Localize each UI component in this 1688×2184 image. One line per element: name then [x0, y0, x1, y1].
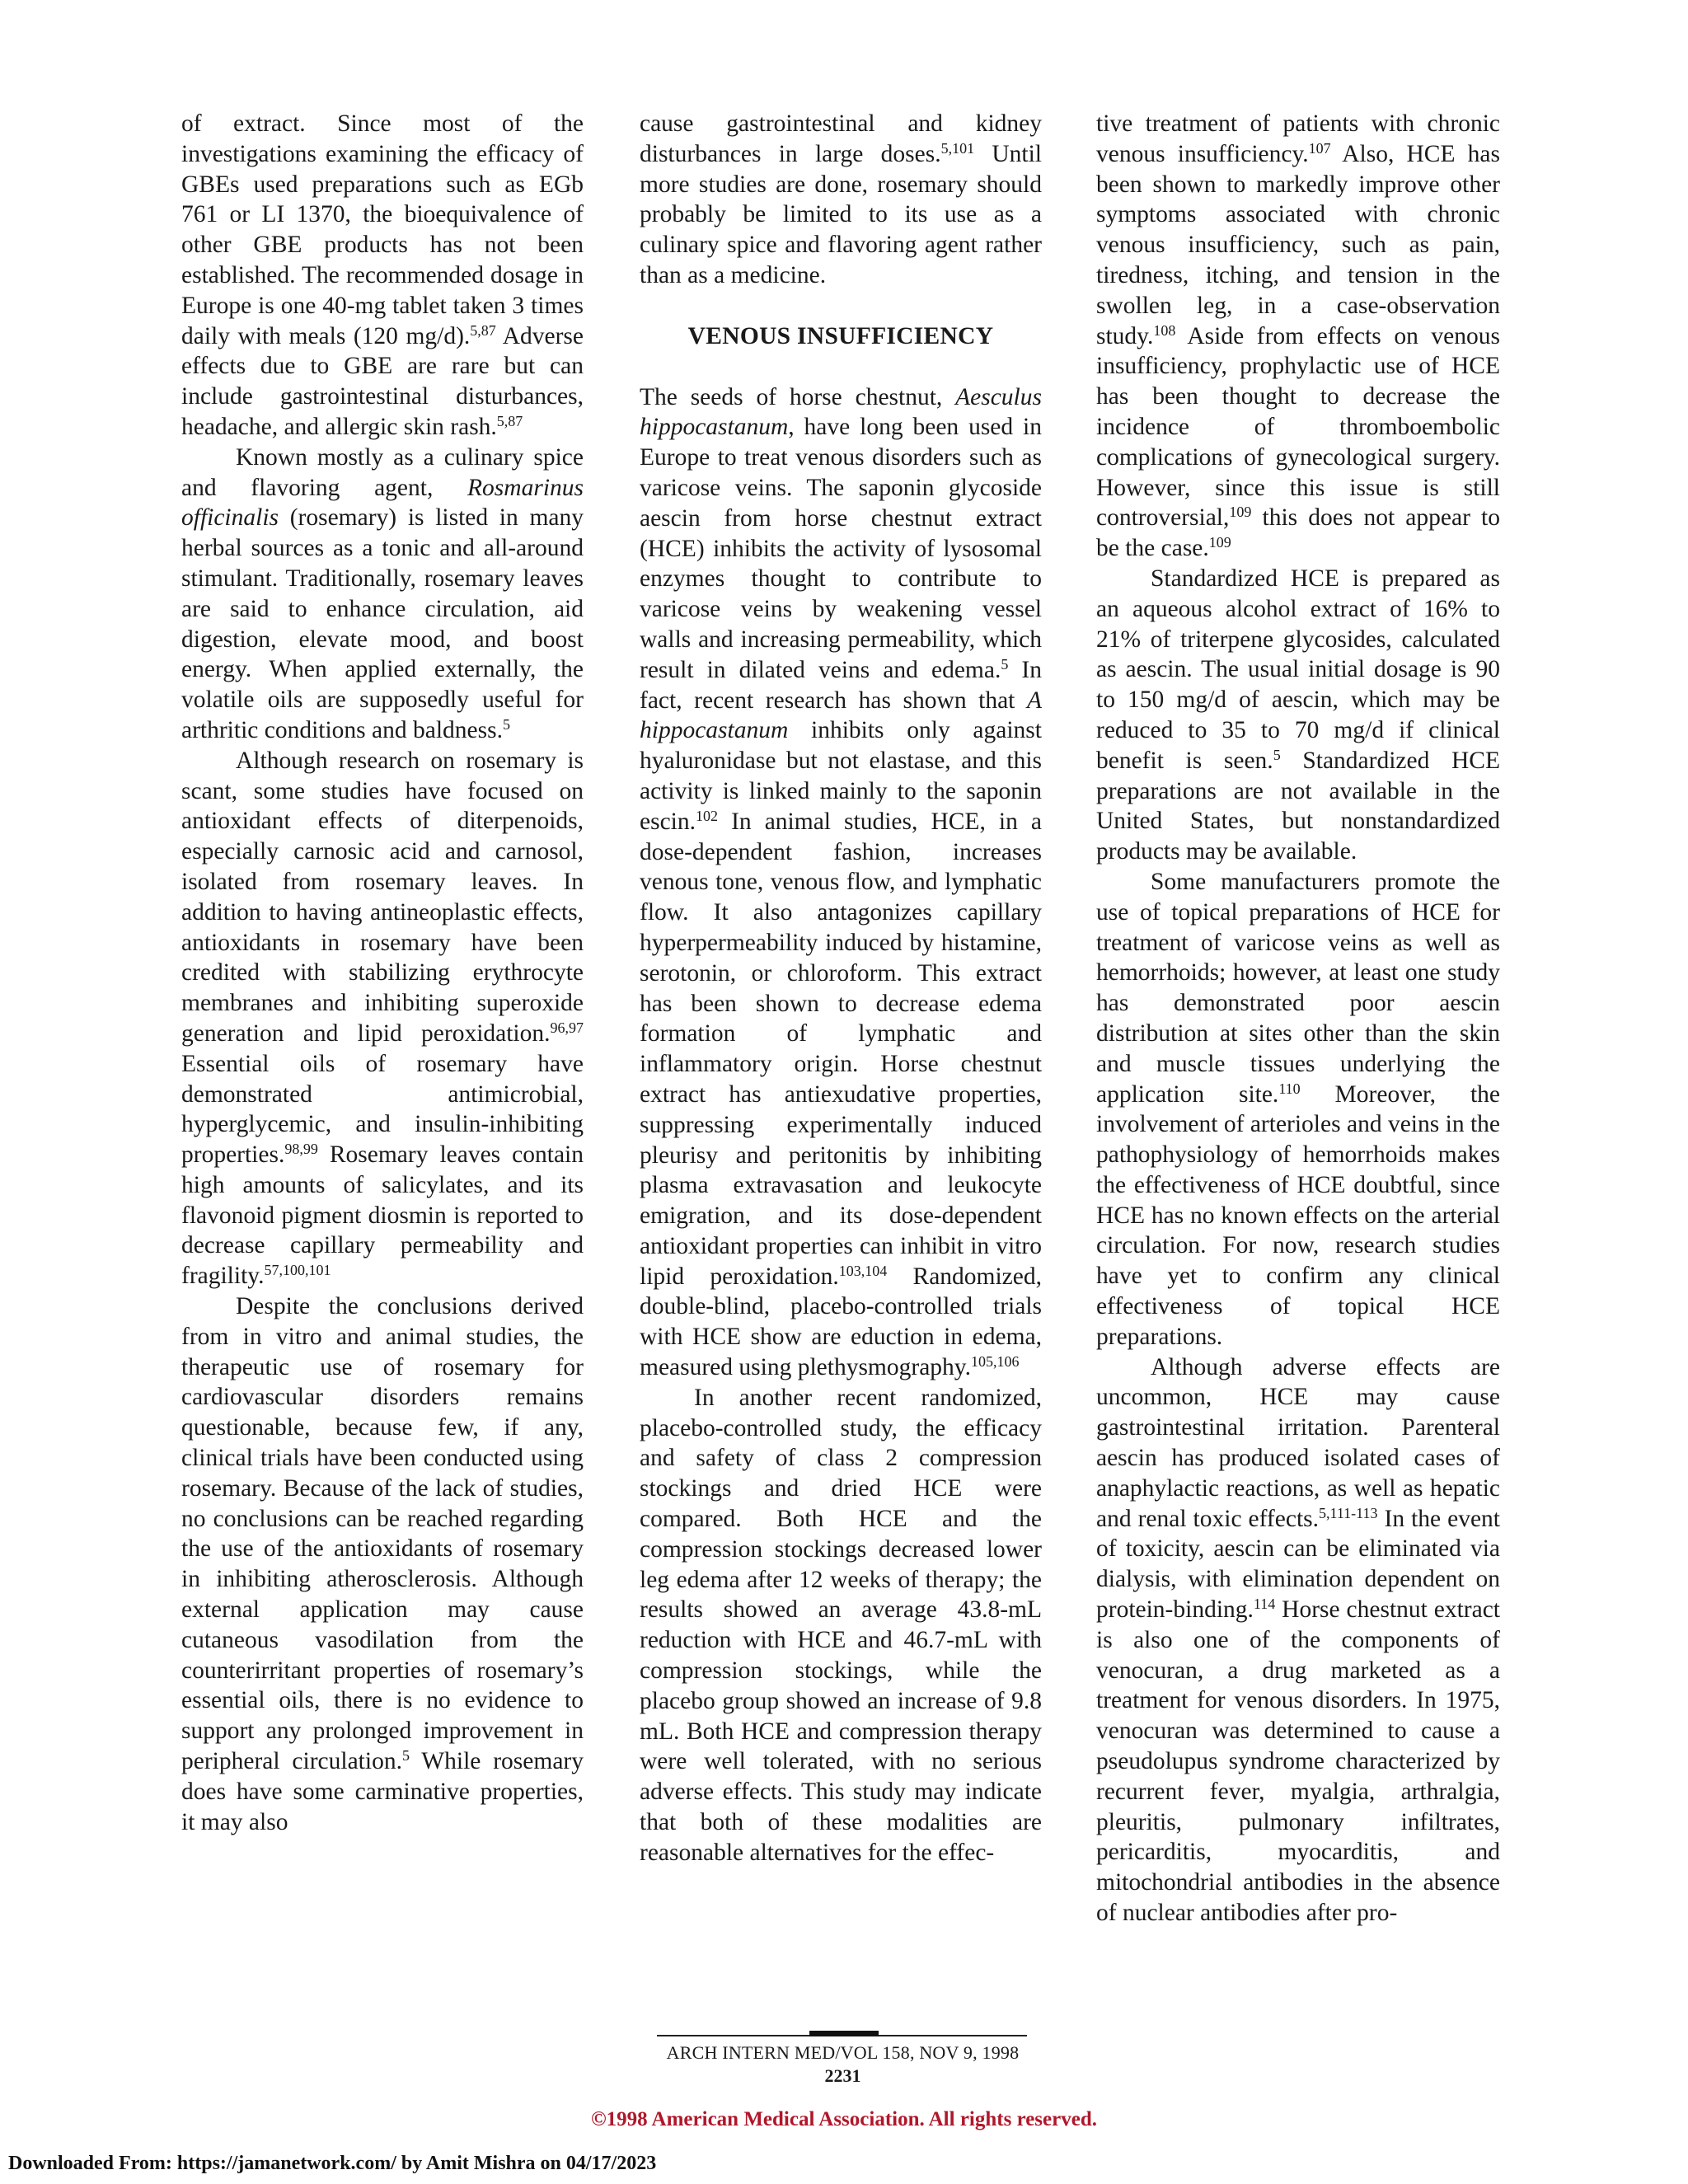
citation: 102: [696, 807, 718, 824]
section-heading: VENOUS INSUFFICIENCY: [687, 322, 994, 349]
paragraph: Although adverse effects are uncommon, HCE may cause gastrointestinal irritation. Parenteral aescin has produced isolated cases of anaphylactic reactions, as well as hepatic and renal toxic effects.$^{5,111-113}$ In the event of toxicity, aescin can be eliminated via dialysis, with elimination dependent on protein-binding.$^{114}$ Horse chestnut extract is also one of the components of venocuran, a drug marketed as a treatment for venous disorders. In 1975, venocuran was determined to cause a pseudolupus syndrome characterized by recurrent fever, myalgia, arthralgia, pleuritis, pulmonary infiltrates, pericarditis, myocarditis, and mitochondrial antibodies in the absence of nuclear antibodies after pro-: [1096, 1353, 1501, 1927]
citation: 5: [1273, 746, 1281, 763]
paragraph: cause gastrointestinal and kidney disturbances in large doses.$^{5,101}$ Until more studies are done, rosemary should probably be limited to its use as a culinary spice and flavoring agent rather than as a medicine.: [640, 110, 1042, 288]
citation: 5,87: [496, 412, 523, 429]
citation: 98,99: [284, 1141, 318, 1158]
citation: 5: [502, 715, 510, 733]
paragraph: Known mostly as a culinary spice and flavoring agent, Rosmarinus officinalis (rosemary) is listed in many herbal sources as a tonic and all-around stimulant. Traditionally, rosemary leaves are said to enhance circulation, aid digestion, elevate mood, and boost energy. When applied externally, the volatile oils are supposedly useful for arthritic conditions and baldness.$^5$: [181, 443, 584, 743]
species-name: Rosmarinus officinalis: [181, 474, 584, 532]
paragraph: of extract. Since most of the investigations examining the efficacy of GBEs used preparations such as EGb 761 or LI 1370, the bioequivalence of other GBE products has not been established. The recommended dosage in Europe is one 40-mg tablet taken 3 times daily with meals (120 mg/d).$^{5,87}$ Adverse effects due to GBE are rare but can include gastrointestinal disturbances, headache, and allergic skin rash.$^{5,87}$: [181, 110, 584, 440]
citation: 109: [1208, 534, 1231, 551]
species-name: A hippocastanum: [640, 687, 1042, 744]
citation: 5,111-113: [1319, 1504, 1378, 1521]
citation: 5: [1001, 655, 1009, 673]
journal-citation: ARCH INTERN MED/VOL 158, NOV 9, 1998: [666, 2042, 1020, 2063]
citation: 5,101: [940, 139, 975, 157]
text-column-3: [1096, 109, 1500, 1929]
citation: 5: [401, 1747, 410, 1765]
footer-mark: [809, 2031, 879, 2036]
citation: 105,106: [971, 1353, 1020, 1371]
paragraph: In another recent randomized, placebo-controlled study, the efficacy and safety of class 2 compression stockings and dried HCE were compared. Both HCE and the compression stockings decreased lower leg edema after 12 weeks of therapy; the results showed an average 43.8-mL reduction with HCE and 46.7-mL with compression stockings, while the placebo group showed an increase of 9.8 mL. Both HCE and compression therapy were well tolerated, with no serious adverse effects. This study may indicate that both of these modalities are reasonable alternatives for the effec-: [640, 1384, 1042, 1866]
text-column-2: [640, 109, 1042, 1868]
paragraph: Although research on rosemary is scant, some studies have focused on antioxidant effects of diterpenoids, especially carnosic acid and carnosol, isolated from rosemary leaves. In addition to having antineoplastic effects, antioxidants in rosemary have been credited with stabilizing erythrocyte membranes and inhibiting superoxide generation and lipid peroxidation.$^{96,97}$ Essential oils of rosemary have demonstrated antimicrobial, hyperglycemic, and insulin-inhibiting properties.$^{98,99}$ Rosemary leaves contain high amounts of salicylates, and its flavonoid pigment diosmin is reported to decrease capillary permeability and fragility.$^{57,100,101}$: [181, 747, 584, 1290]
citation: 108: [1153, 321, 1176, 339]
text-column-1: [181, 109, 584, 1837]
citation: 103,104: [838, 1262, 888, 1279]
citation: 96,97: [550, 1019, 584, 1036]
citation: 57,100,101: [264, 1262, 331, 1279]
paragraph: tive treatment of patients with chronic venous insufficiency.$^{107}$ Also, HCE has been shown to markedly improve other symptoms associated with chronic venous insufficiency, such as pain, tiredness, itching, and tension in the swollen leg, in a case-observation study.$^{108}$ Aside from effects on venous insufficiency, prophylactic use of HCE has been thought to decrease the incidence of thromboembolic complications of gynecological surgery. However, since this issue is still controversial,$^{109}$ this does not appear to be the case.$^{109}$: [1096, 110, 1500, 562]
copyright-notice: ©1998 American Medical Association. All rights reserved.: [591, 2108, 1097, 2130]
download-notice: Downloaded From: https://jamanetwork.com/ by Amit Mishra on 04/17/2023: [8, 2153, 657, 2174]
paragraph: The seeds of horse chestnut, Aesculus hippocastanum, have long been used in Europe to treat venous disorders such as varicose veins. The saponin glycoside aescin from horse chestnut extract (HCE) inhibits the activity of lysosomal enzymes thought to contribute to varicose veins by weakening vessel walls and increasing permeability, which result in dilated veins and edema.$^5$ In fact, recent research has shown that A hippocastanum inhibits only against hyaluronidase but not elastase, and this activity is linked mainly to the saponin escin.$^{102}$ In animal studies, HCE, in a dose-dependent fashion, increases venous tone, venous flow, and lymphatic flow. It also antagonizes capillary hyperpermeability induced by histamine, serotonin, or chloroform. This extract has been shown to decrease edema formation of lymphatic and inflammatory origin. Horse chestnut extract has antiexudative properties, suppressing experimentally induced pleurisy and peritonitis by inhibiting plasma extravasation and leukocyte emigration, and its dose-dependent antioxidant properties can inhibit in vitro lipid peroxidation.$^{103,104}$ Randomized, double-blind, placebo-controlled trials with HCE show are eduction in edema, measured using plethysmography.$^{105,106}$: [640, 383, 1042, 1381]
species-name: Aesculus hippocastanum: [640, 383, 1042, 441]
page-number: 2231: [824, 2065, 861, 2086]
citation: 107: [1308, 139, 1331, 157]
paragraph: Despite the conclusions derived from in vitro and animal studies, the therapeutic use of rosemary for cardiovascular disorders remains questionable, because few, if any, clinical trials have been conducted using rosemary. Because of the lack of studies, no conclusions can be reached regarding the use of the antioxidants of rosemary in inhibiting atherosclerosis. Although external application may cause cutaneous vasodilation from the counterirritant properties of rosemary’s essential oils, there is no evidence to support any prolonged improvement in peripheral circulation.$^5$ While rosemary does have some carminative properties, it may also: [181, 1293, 584, 1835]
citation: 5,87: [470, 321, 496, 339]
citation: 114: [1253, 1596, 1276, 1613]
paragraph: Some manufacturers promote the use of topical preparations of HCE for treatment of varicose veins as well as hemorrhoids; however, at least one study has demonstrated poor aescin distribution at sites other than the skin and muscle tissues underlying the application site.$^{110}$ Moreover, the involvement of arterioles and veins in the pathophysiology of hemorrhoids makes the effectiveness of HCE doubtful, since HCE has no known effects on the arterial circulation. For now, research studies have yet to confirm any clinical effectiveness of topical HCE preparations.: [1096, 868, 1500, 1350]
citation: 110: [1278, 1080, 1301, 1097]
paragraph: Standardized HCE is prepared as an aqueous alcohol extract of 16% to 21% of triterpene glycosides, calculated as aescin. The usual initial dosage is 90 to 150 mg/d of aescin, which may be reduced to 35 to 70 mg/d if clinical benefit is seen.$^5$ Standardized HCE preparations are not available in the United States, but nonstandardized products may be available.: [1096, 565, 1500, 865]
citation: 109: [1229, 504, 1252, 521]
